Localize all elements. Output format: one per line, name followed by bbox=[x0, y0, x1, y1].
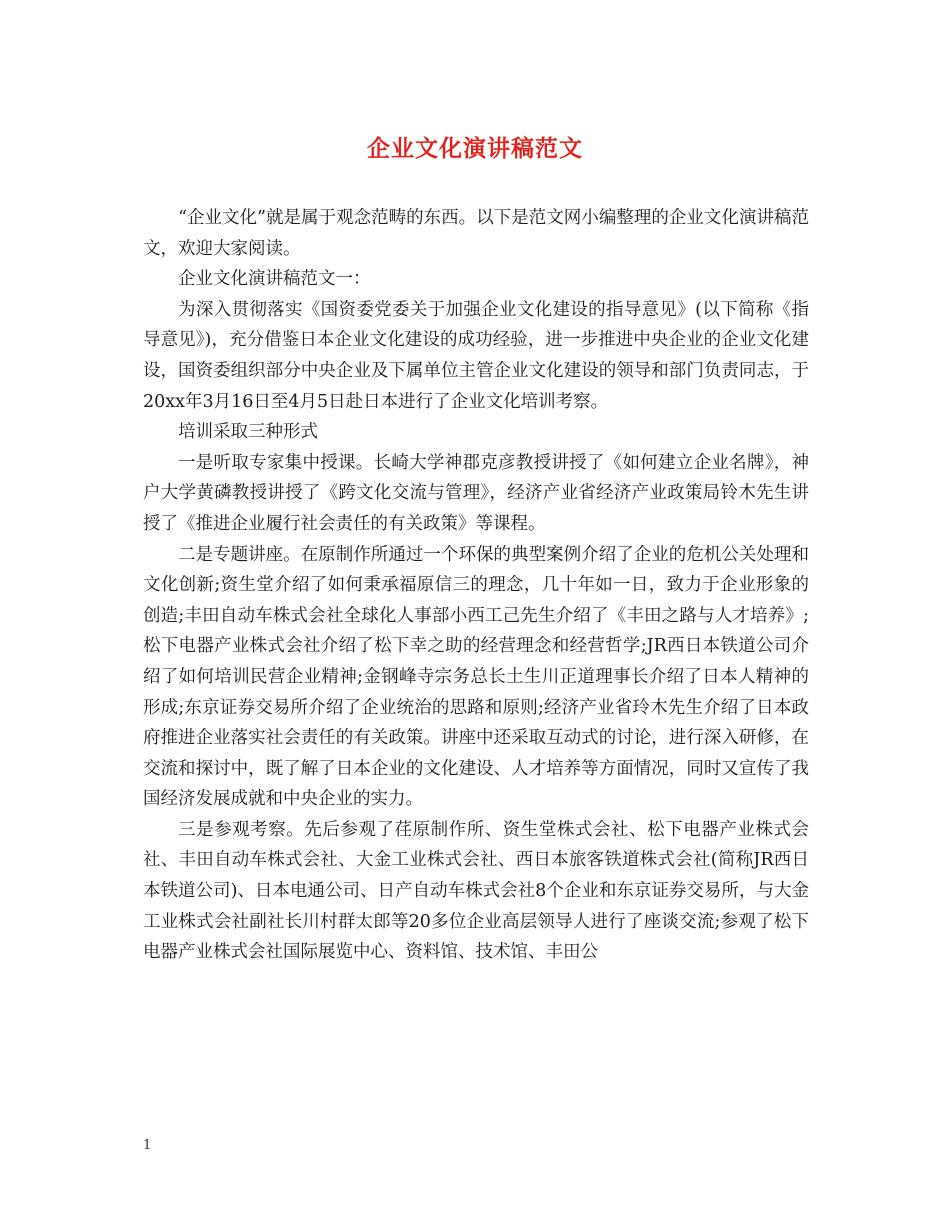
paragraph-background: 为深入贯彻落实《国资委党委关于加强企业文化建设的指导意见》(以下简称《指导意见》)，充分借鉴日本企业文化建设的成功经验，进一步推进中央企业的企业文化建设，国资委组织部分中央企业及下属单位主管企业文化建设的领导和部门负责同志，于20xx年3月16日至4月5日赴日本进行了企业文化培训考察。 bbox=[143, 299, 809, 412]
paragraph-training-forms: 培训采取三种形式 bbox=[178, 422, 318, 443]
paragraph-heading-sample-one: 企业文化演讲稿范文一： bbox=[178, 269, 371, 290]
paragraph-visits: 三是参观考察。先后参观了荏原制作所、资生堂株式会社、松下电器产业株式会社、丰田自动车株式会社、大金工业株式会社、西日本旅客铁道株式会社(简称JR西日本铁道公司)、日本电通公司、日产自动车株式会社8个企业和东京证券交易所，与大金工业株式会社副社长川村群太郎等20多位企业高层领导人进行了座谈交流;参观了松下电器产业株式会社国际展览中心、资料馆、技术馆、丰田公 bbox=[143, 819, 809, 963]
document-body bbox=[143, 203, 809, 968]
page-number: 1 bbox=[143, 1138, 152, 1153]
document-title: 企业文化演讲稿范文 bbox=[367, 135, 583, 162]
paragraph-lectures: 一是听取专家集中授课。长崎大学神郡克彦教授讲授了《如何建立企业名牌》，神户大学黄磷教授讲授了《跨文化交流与管理》，经济产业省经济产业政策局铃木先生讲授了《推进企业履行社会责任的有关政策》等课程。 bbox=[143, 452, 809, 534]
paragraph-intro: “企业文化”就是属于观念范畴的东西。以下是范文网小编整理的企业文化演讲稿范文，欢迎大家阅读。 bbox=[143, 208, 809, 259]
paragraph-seminars: 二是专题讲座。在原制作所通过一个环保的典型案例介绍了企业的危机公关处理和文化创新;资生堂介绍了如何秉承福原信三的理念，几十年如一日，致力于企业形象的创造;丰田自动车株式会社全球化人事部小西工己先生介绍了《丰田之路与人才培养》;松下电器产业株式会社介绍了松下幸之助的经营理念和经营哲学;JR西日本铁道公司介绍了如何培训民营企业精神;金钢峰寺宗务总长土生川正道理事长介绍了日本人精神的形成;东京证券交易所介绍了企业统治的思路和原则;经济产业省玲木先生介绍了日本政府推进企业落实社会责任的有关政策。讲座中还采取互动式的讨论，进行深入研修，在交流和探讨中，既了解了日本企业的文化建设、人才培养等方面情况，同时又宣传了我国经济发展成就和中央企业的实力。 bbox=[143, 544, 809, 810]
